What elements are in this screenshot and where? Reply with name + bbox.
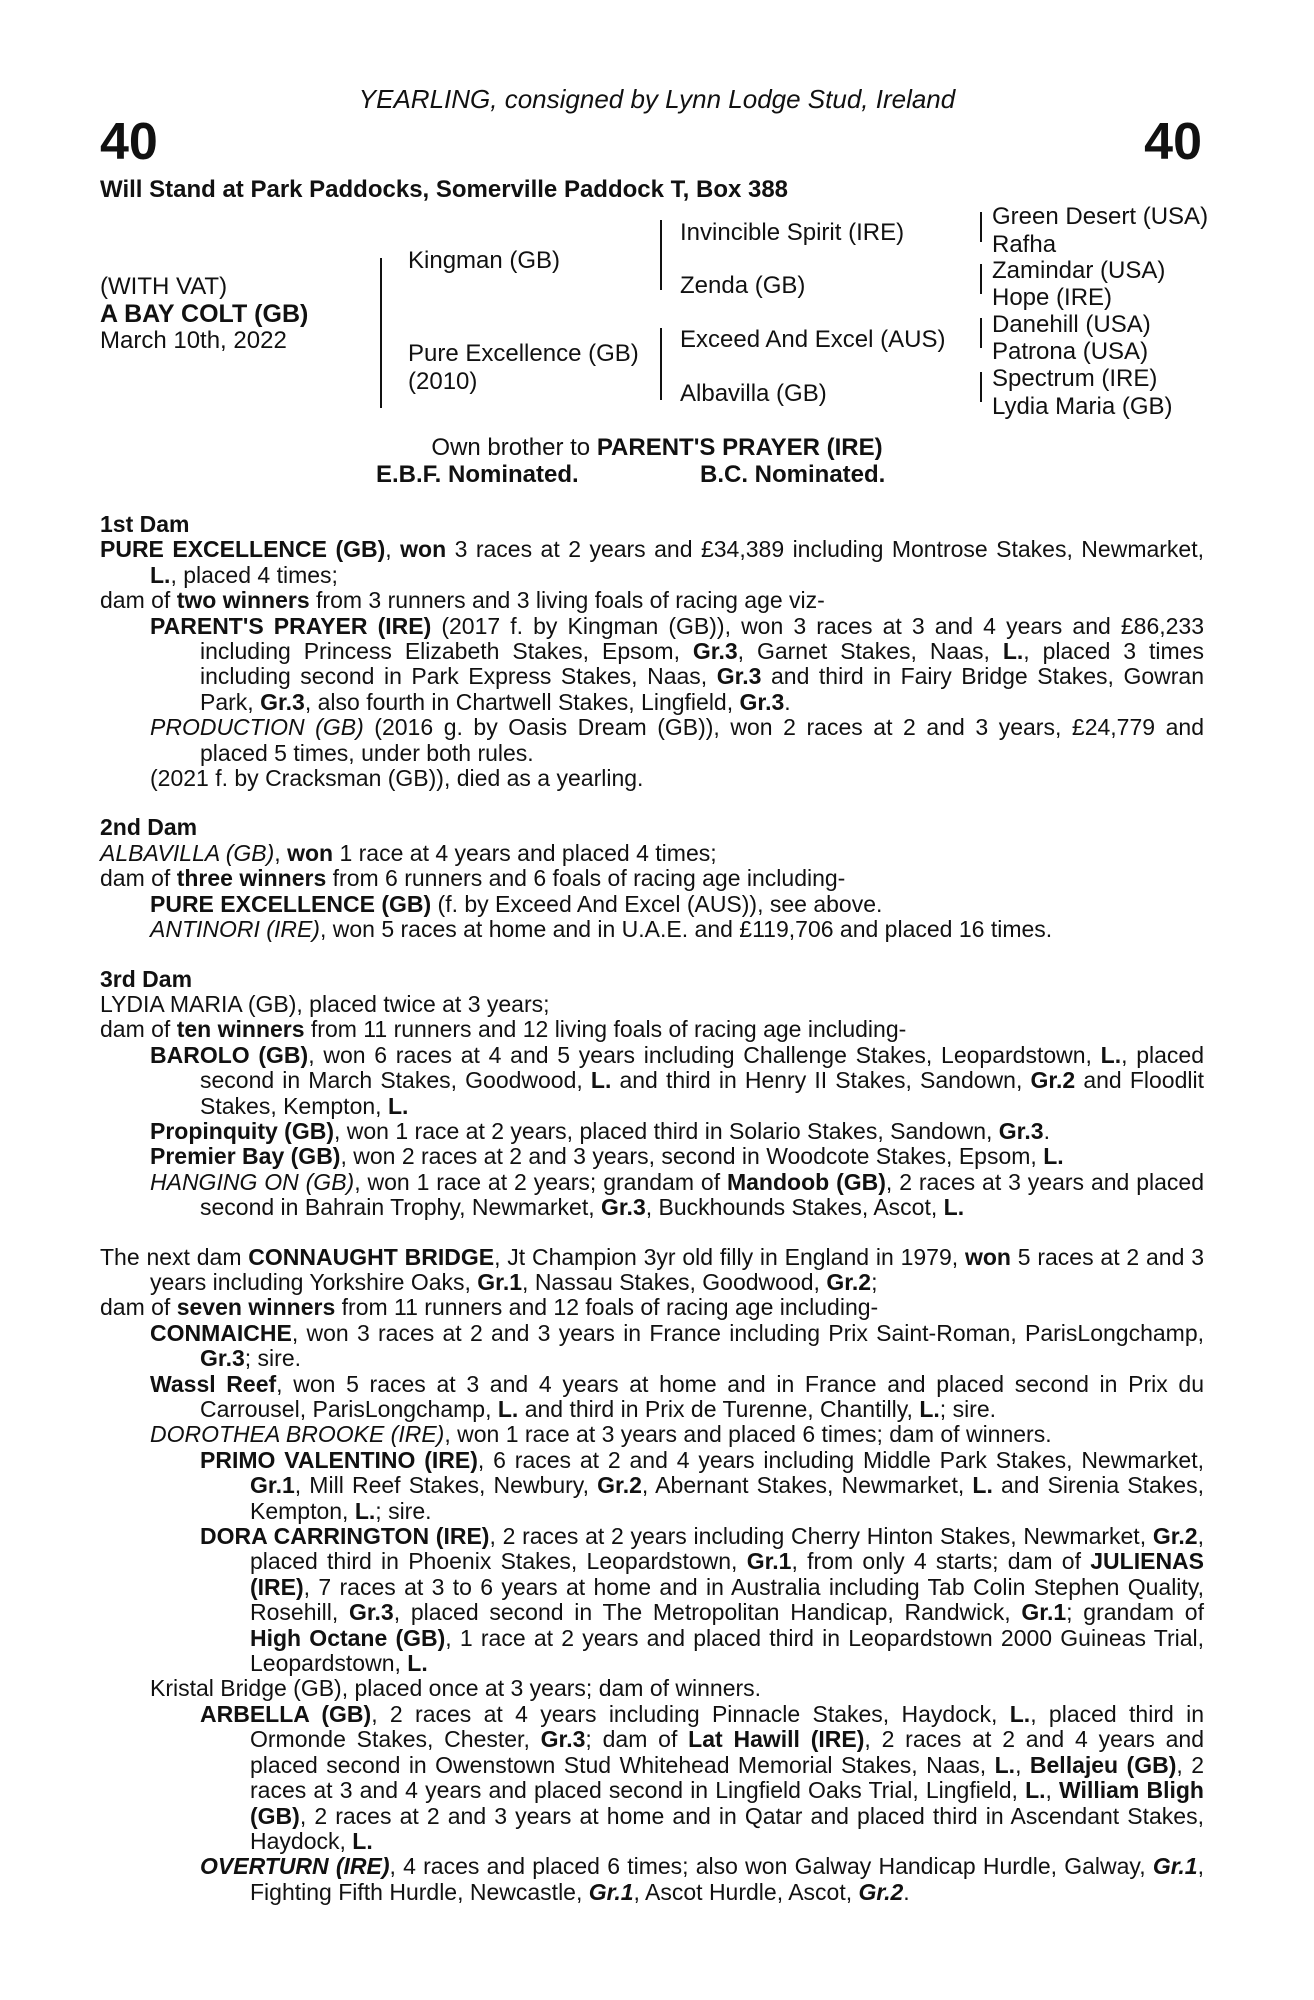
produce-dora-carrington: DORA CARRINGTON (IRE), 2 races at 2 years including Cherry Hinton Stakes, Newmarket, Gr.2, placed third in Phoenix Stakes, Leopardstown, Gr.1, from only 4 starts; dam of JULIENAS (IRE), 7 races at 3 to 6 years at home and in Australia including Tab Colin Stephen Quality, Rosehill, Gr.3, placed second in The Metropolitan Handicap, Randwick, Gr.1; grandam of High Octane (GB), 1 race at 2 years and placed third in Leopardstown 2000 Guineas Trial, Leopardstown, L.: [200, 1523, 1205, 1677]
produce-overturn: OVERTURN (IRE), 4 races and placed 6 times; also won Galway Handicap Hurdle, Galway, Gr.1, Fighting Fifth Hurdle, Newcastle, Gr.1, Ascot Hurdle, Ascot, Gr.2.: [200, 1853, 1204, 1905]
horse-dob: March 10th, 2022: [100, 327, 287, 354]
bc-nominated: B.C. Nominated.: [700, 461, 886, 488]
own-brother-note: Own brother to PARENT'S PRAYER (IRE): [431, 434, 883, 461]
pedigree-sire-sire: Invincible Spirit (IRE): [680, 219, 905, 246]
produce-primo-valentino: PRIMO VALENTINO (IRE), 6 races at 2 and 4 years including Middle Park Stakes, Newmarket, Gr.1, Mill Reef Stakes, Newbury, Gr.2, Abernant Stakes, Newmarket, L. and Sirenia Stakes, Kempton, L.; sire.: [200, 1446, 1205, 1524]
pedigree-dam-year: (2010): [408, 368, 478, 395]
lot-number-right: 40: [1144, 113, 1202, 171]
consignment-subtitle: YEARLING, consigned by Lynn Lodge Stud, Ireland: [358, 84, 956, 114]
produce-production: PRODUCTION (GB) (2016 g. by Oasis Dream (GB)), won 2 races at 2 and 3 years, £24,779 and placed 5 times, under both rules.: [150, 714, 1204, 766]
produce-pure-excellence: PURE EXCELLENCE (GB) (f. by Exceed And Excel (AUS)), see above.: [150, 890, 883, 917]
second-dam-produce: dam of three winners from 6 runners and 6 foals of racing age including-: [100, 865, 846, 892]
ebf-nominated: E.B.F. Nominated.: [376, 461, 579, 488]
brace-g3: [980, 318, 982, 348]
pedigree-g3-8: Lydia Maria (GB): [992, 393, 1173, 420]
produce-hanging-on: HANGING ON (GB), won 1 race at 2 years; grandam of Mandoob (GB), 2 races at 3 years and placed second in Bahrain Trophy, Newmarket, Gr.3, Buckhounds Stakes, Ascot, L.: [150, 1168, 1204, 1221]
vat-note: (WITH VAT): [100, 273, 228, 300]
produce-2021: (2021 f. by Cracksman (GB)), died as a yearling.: [150, 765, 644, 792]
pedigree-g3-4: Hope (IRE): [992, 284, 1113, 311]
pedigree-sire-dam: Zenda (GB): [680, 272, 806, 299]
next-dam-record: The next dam CONNAUGHT BRIDGE, Jt Champion 3yr old filly in England in 1979, won 5 races at 2 and 3 years including Yorkshire Oaks, Gr.1, Nassau Stakes, Goodwood, Gr.2;: [100, 1243, 1204, 1295]
brace-g2: [980, 264, 982, 294]
pedigree-g3-1: Green Desert (USA): [992, 203, 1209, 230]
first-dam-heading: 1st Dam: [100, 511, 190, 537]
brace-g1: [980, 212, 982, 242]
produce-propinquity: Propinquity (GB), won 1 race at 2 years, placed third in Solario Stakes, Sandown, Gr.3.: [150, 1117, 1050, 1144]
pedigree-g3-3: Zamindar (USA): [992, 257, 1166, 284]
brace-generation-1: [380, 258, 382, 408]
produce-kristal-bridge: Kristal Bridge (GB), placed once at 3 years; dam of winners.: [150, 1675, 762, 1702]
produce-arbella: ARBELLA (GB), 2 races at 4 years including Pinnacle Stakes, Haydock, L., placed third in Ormonde Stakes, Chester, Gr.3; dam of Lat Hawill (IRE), 2 races at 2 and 4 years and placed second in Owenstown Stud Whitehead Memorial Stakes, Naas, L., Bellajeu (GB), 2 races at 3 and 4 years and placed second in Lingfield Oaks Trial, Lingfield, L., William Bligh (GB), 2 races at 2 and 3 years at home and in Qatar and placed third in Ascendant Stakes, Haydock, L.: [200, 1700, 1205, 1854]
third-dam-record: LYDIA MARIA (GB), placed twice at 3 years;: [100, 990, 550, 1017]
stand-location: Will Stand at Park Paddocks, Somerville Paddock T, Box 388: [100, 176, 789, 203]
produce-barolo: BAROLO (GB), won 6 races at 4 and 5 years including Challenge Stakes, Leopardstown, L., placed second in March Stakes, Goodwood, L. and third in Henry II Stakes, Sandown, Gr.2 and Floodlit Stakes, Kempton, L.: [150, 1041, 1204, 1119]
produce-antinori: ANTINORI (IRE), won 5 races at home and in U.A.E. and £119,706 and placed 16 times.: [150, 916, 1053, 943]
brace-g4: [980, 372, 982, 402]
first-dam-record: PURE EXCELLENCE (GB), won 3 races at 2 years and £34,389 including Montrose Stakes, Newmarket, L., placed 4 times;: [100, 536, 1205, 588]
pedigree-g3-6: Patrona (USA): [992, 338, 1149, 365]
produce-dorothea-brooke: DOROTHEA BROOKE (IRE), won 1 race at 3 years and placed 6 times; dam of winners.: [150, 1421, 1052, 1448]
pedigree-g3-2: Rafha: [992, 231, 1057, 258]
lot-number-left: 40: [100, 113, 158, 171]
third-dam-heading: 3rd Dam: [100, 965, 193, 992]
produce-wassl-reef: Wassl Reef, won 5 races at 3 and 4 years at home and in France and placed second in Prix du Carrousel, ParisLongchamp, L. and third in Prix de Turenne, Chantilly, L.; sire.: [150, 1370, 1204, 1422]
next-dam-produce: dam of seven winners from 11 runners and 12 foals of racing age including-: [100, 1294, 879, 1321]
pedigree-g3-7: Spectrum (IRE): [992, 365, 1158, 392]
pedigree-g3-5: Danehill (USA): [992, 311, 1151, 338]
second-dam-heading: 2nd Dam: [100, 814, 198, 841]
pedigree-sire: Kingman (GB): [408, 247, 561, 274]
pedigree-dam-sire: Exceed And Excel (AUS): [680, 326, 946, 353]
pedigree-dam-dam: Albavilla (GB): [680, 380, 827, 407]
brace-sire: [660, 220, 662, 290]
brace-dam: [660, 328, 662, 400]
horse-name: A BAY COLT (GB): [100, 300, 309, 328]
produce-parents-prayer: PARENT'S PRAYER (IRE) (2017 f. by Kingman (GB)), won 3 races at 3 and 4 years and £86,233 including Princess Elizabeth Stakes, Epsom, Gr.3, Garnet Stakes, Naas, L., placed 3 times including second in Park Express Stakes, Naas, Gr.3 and third in Fairy Bridge Stakes, Gowran Park, Gr.3, also fourth in Chartwell Stakes, Lingfield, Gr.3.: [150, 612, 1205, 715]
third-dam-produce: dam of ten winners from 11 runners and 12 living foals of racing age including-: [100, 1016, 907, 1043]
pedigree-dam: Pure Excellence (GB): [408, 340, 639, 367]
produce-conmaiche: CONMAICHE, won 3 races at 2 and 3 years in France including Prix Saint-Roman, ParisLongchamp, Gr.3; sire.: [150, 1319, 1204, 1372]
produce-premier-bay: Premier Bay (GB), won 2 races at 2 and 3 years, second in Woodcote Stakes, Epsom, L.: [150, 1143, 1064, 1170]
second-dam-record: ALBAVILLA (GB), won 1 race at 4 years and placed 4 times;: [100, 839, 717, 866]
first-dam-produce: dam of two winners from 3 runners and 3 living foals of racing age viz-: [100, 587, 825, 614]
catalogue-body: [100, 512, 1204, 1905]
